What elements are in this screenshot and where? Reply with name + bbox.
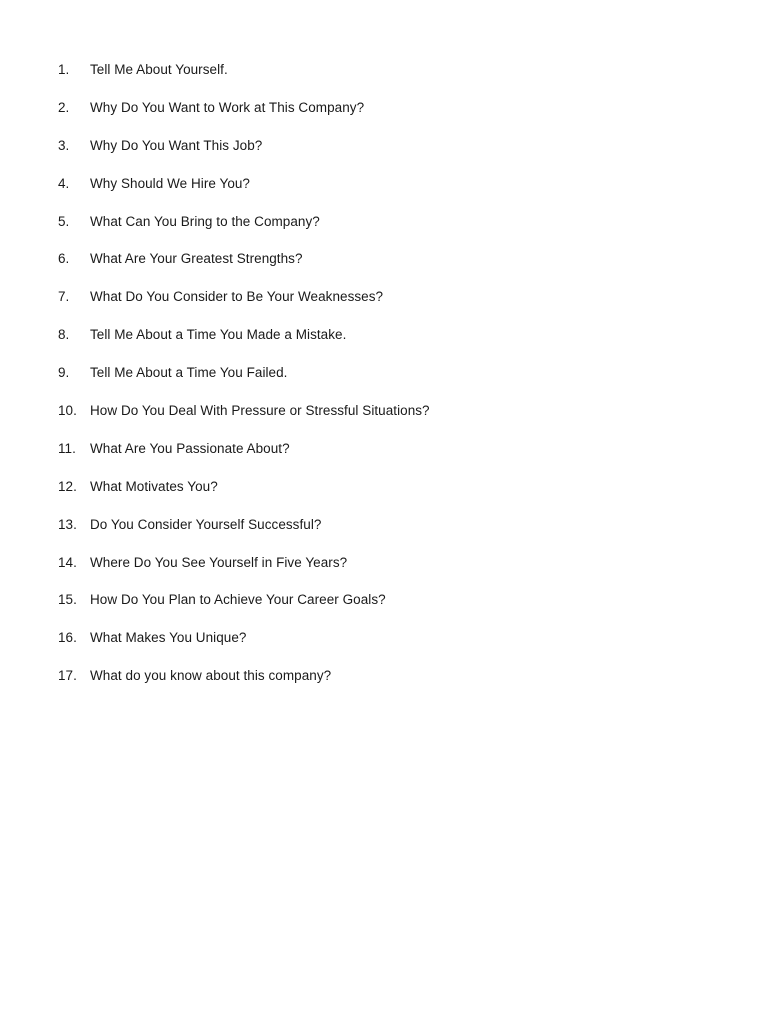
question-number: 1. xyxy=(58,62,70,77)
question-text: What Can You Bring to the Company? xyxy=(90,213,320,229)
question-text: Tell Me About a Time You Made a Mistake. xyxy=(90,327,347,343)
question-number: 2. xyxy=(58,99,70,115)
question-text: What Are You Passionate About? xyxy=(90,440,290,456)
question-text: How Do You Deal With Pressure or Stressful Situations? xyxy=(90,403,430,419)
question-number: 6. xyxy=(58,251,70,267)
question-item xyxy=(58,629,430,667)
question-number: 8. xyxy=(58,327,70,343)
question-text: Do You Consider Yourself Successful? xyxy=(90,516,322,532)
question-number: 3. xyxy=(58,137,70,153)
question-item xyxy=(58,478,430,516)
question-text: Tell Me About a Time You Failed. xyxy=(90,365,288,381)
question-text: Why Do You Want This Job? xyxy=(90,137,263,153)
question-number: 4. xyxy=(58,175,70,191)
question-item xyxy=(58,175,430,213)
question-number: 9. xyxy=(58,365,70,381)
question-item xyxy=(58,250,430,288)
question-number: 13. xyxy=(58,516,77,532)
question-text: Why Should We Hire You? xyxy=(90,175,250,191)
question-item xyxy=(58,440,430,478)
question-item xyxy=(58,554,430,592)
question-number: 5. xyxy=(58,213,70,229)
question-item xyxy=(58,326,430,364)
question-list xyxy=(58,61,430,705)
question-text: What Motivates You? xyxy=(90,478,218,494)
question-number: 7. xyxy=(58,289,70,305)
question-text: What Makes You Unique? xyxy=(90,630,247,646)
question-number: 17. xyxy=(58,668,77,684)
question-number: 11. xyxy=(58,440,76,456)
question-text: Where Do You See Yourself in Five Years? xyxy=(90,554,348,570)
question-item xyxy=(58,213,430,251)
question-text: What do you know about this company? xyxy=(90,668,332,684)
question-text: How Do You Plan to Achieve Your Career Goals? xyxy=(90,592,386,608)
question-number: 15. xyxy=(58,592,77,608)
question-text: What Are Your Greatest Strengths? xyxy=(90,251,303,267)
question-item xyxy=(58,667,430,705)
question-number: 16. xyxy=(58,630,77,646)
question-item xyxy=(58,591,430,629)
question-item xyxy=(58,137,430,175)
question-item xyxy=(58,402,430,440)
question-text: Why Do You Want to Work at This Company? xyxy=(90,99,365,115)
question-number: 12. xyxy=(58,478,77,494)
question-text: Tell Me About Yourself. xyxy=(90,62,228,77)
question-number: 10. xyxy=(58,403,77,419)
question-item xyxy=(58,99,430,137)
question-item xyxy=(58,364,430,402)
question-text: What Do You Consider to Be Your Weaknesses? xyxy=(90,289,384,305)
question-number: 14. xyxy=(58,554,77,570)
question-item xyxy=(58,288,430,326)
question-item xyxy=(58,516,430,554)
question-item xyxy=(58,61,430,99)
